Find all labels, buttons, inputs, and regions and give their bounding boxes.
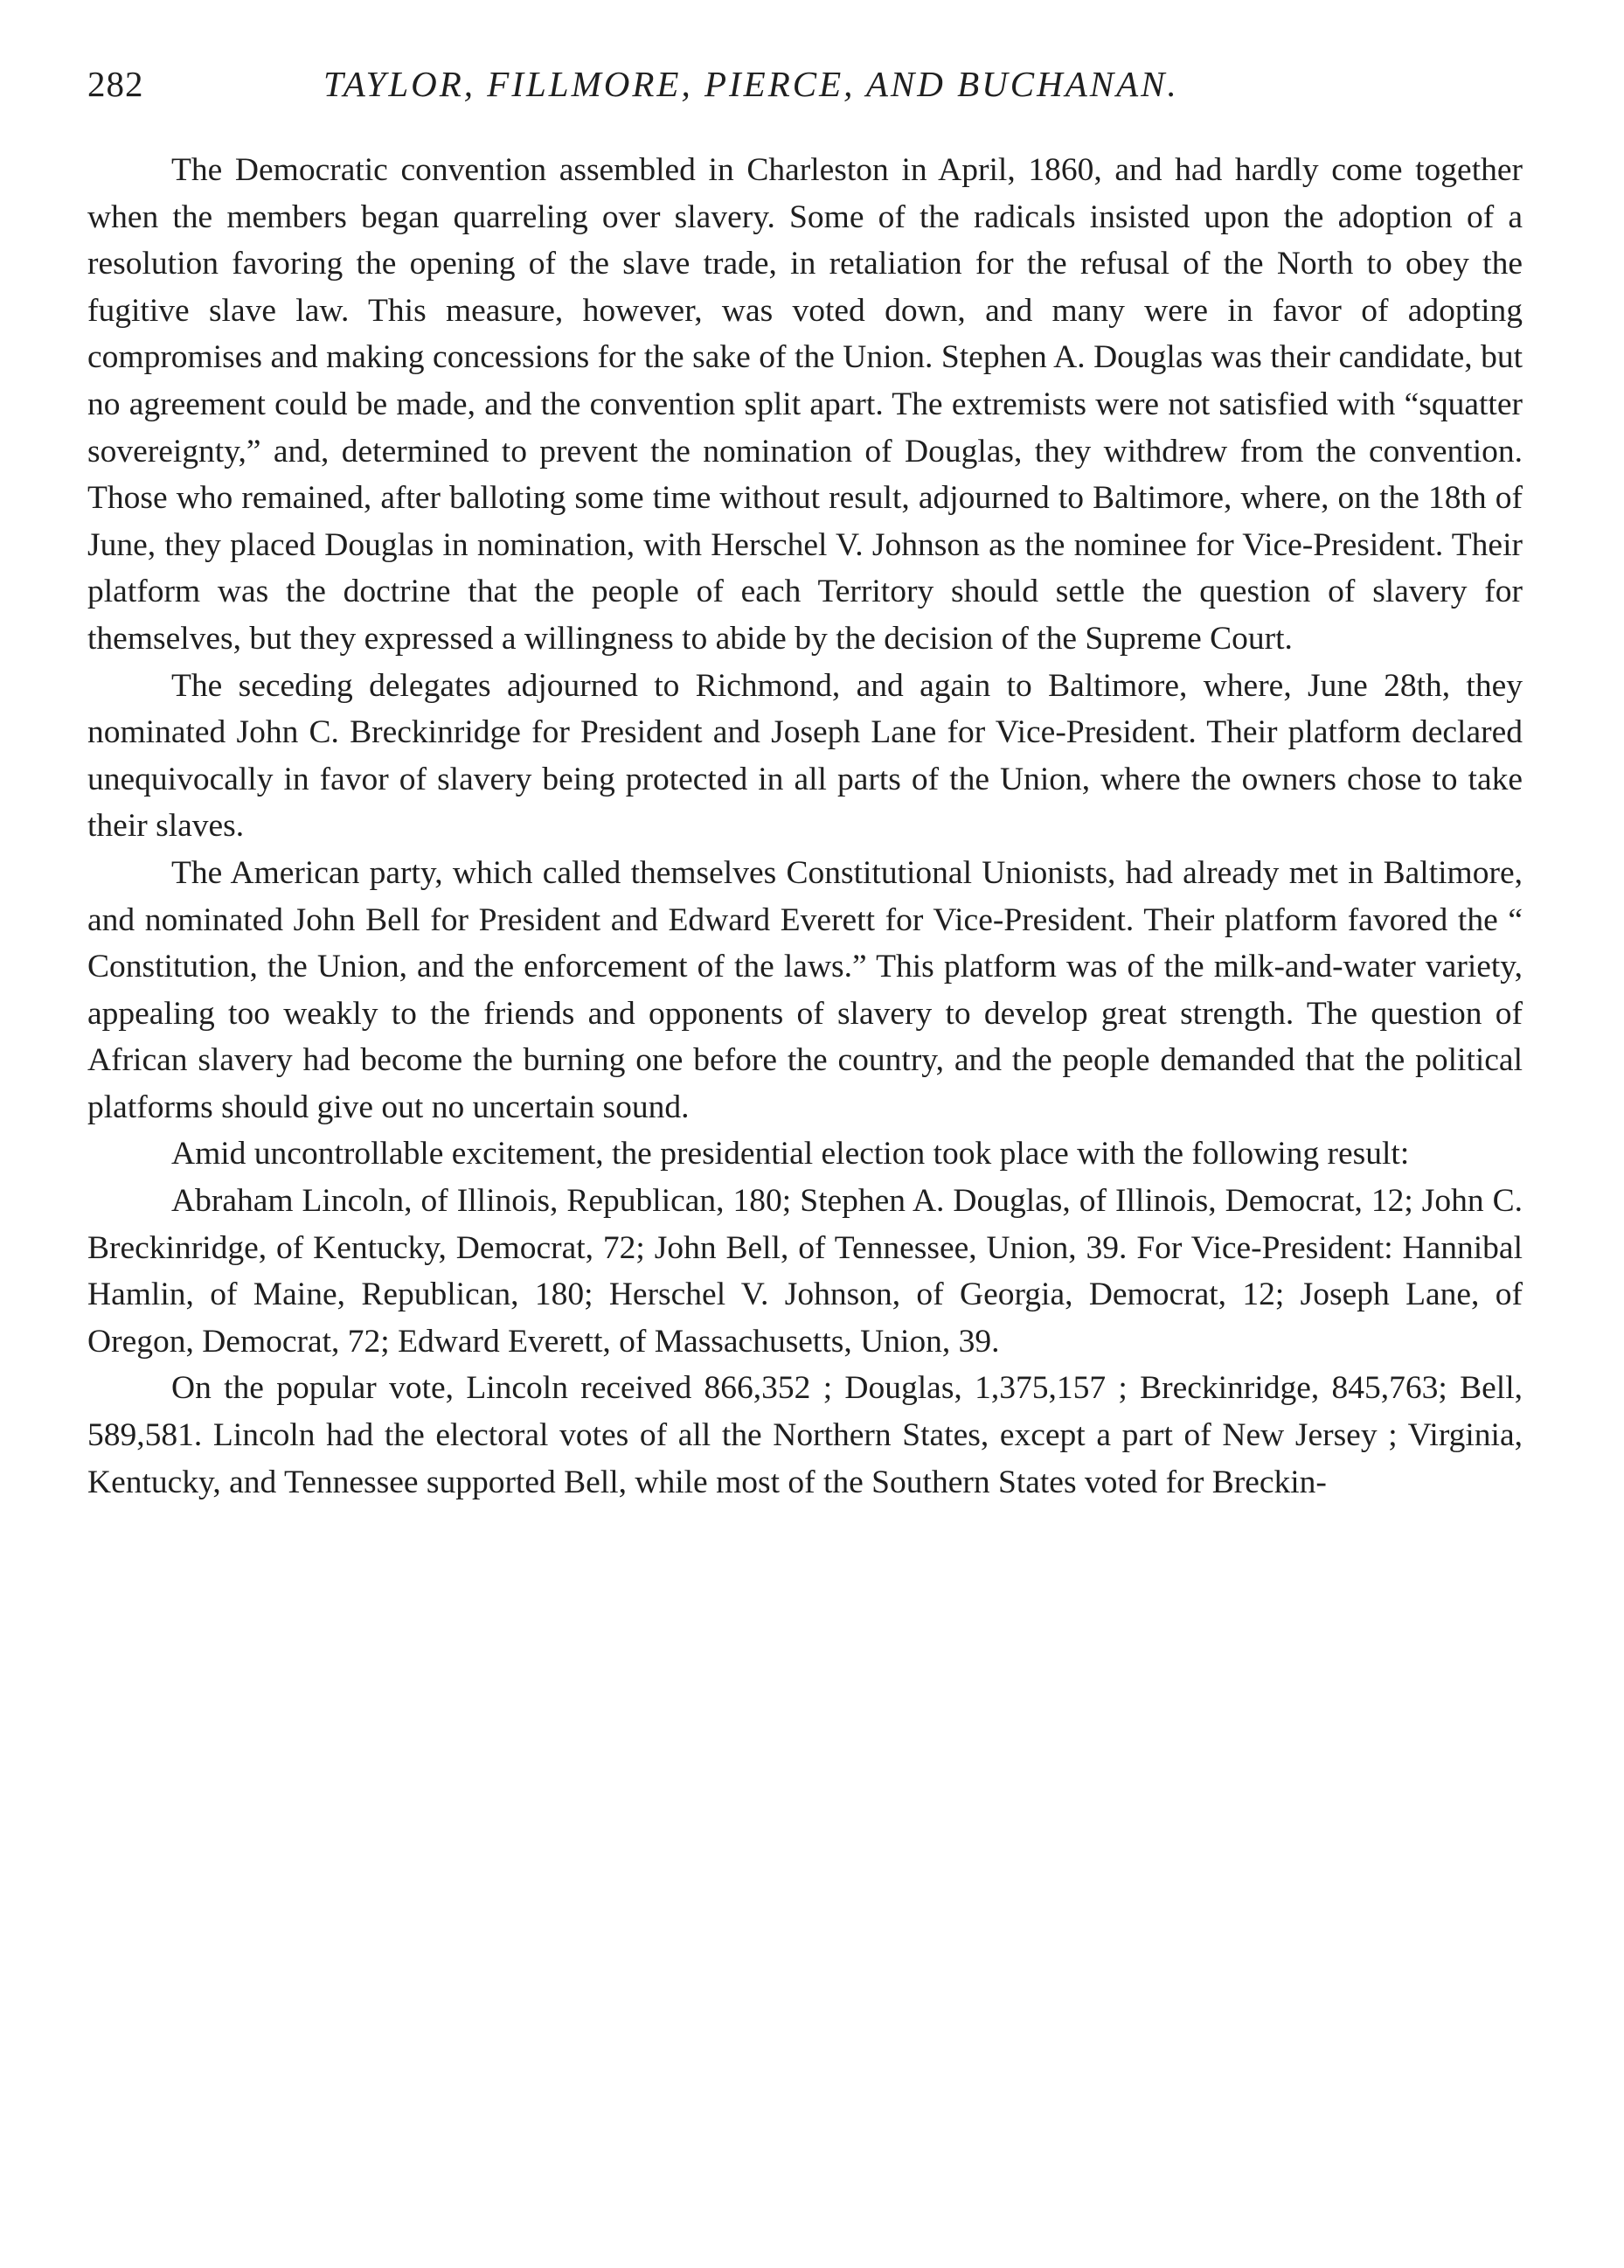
body-text (87, 147, 1523, 1506)
page-header (87, 63, 1538, 115)
paragraph-seceding-delegates: The seceding delegates adjourned to Richmond, and again to Baltimore, where, June 28th, they nominated John C. Breckinridge for President and Joseph Lane for Vice-President. Their platform declared unequivocally in favor of slavery being protected in all parts of the Union, where the owners chose to take their slaves. (87, 667, 1523, 845)
running-head: TAYLOR, FILLMORE, PIERCE, AND BUCHANAN. (323, 64, 1179, 104)
paragraph-democratic-convention: The Democratic convention assembled in Charleston in April, 1860, and had hardly come together when the members began quarreling over slavery. Some of the radicals insisted upon the adoption of a resolution favoring the opening of the slave trade, in retaliation for the refusal of the North to obey the fugitive slave law. This measure, however, was voted down, and many were in favor of adopting compromises and making concessions for the sake of the Union. Stephen A. Douglas was their candidate, but no agreement could be made, and the convention split apart. The extremists were not satisfied with “squatter sovereignty,” and, determined to prevent the nomination of Douglas, they withdrew from the convention. Those who remained, after balloting some time without result, adjourned to Baltimore, where, on the 18th of June, they placed Douglas in nomination, with Herschel V. Johnson as the nominee for Vice-President. Their platform was the doctrine that the people of each Territory should settle the question of slavery for themselves, but they expressed a willingness to abide by the decision of the Supreme Court. (87, 152, 1523, 657)
paragraph-electoral-results: Abraham Lincoln, of Illinois, Republican, 180; Stephen A. Douglas, of Illinois, Democrat, 12; John C. Breckinridge, of Kentucky, Democrat, 72; John Bell, of Tennessee, Union, 39. For Vice-President: Hannibal Hamlin, of Maine, Republican, 180; Herschel V. Johnson, of Georgia, Democrat, 12; Joseph Lane, of Oregon, Democrat, 72; Edward Everett, of Massachusetts, Union, 39. (87, 1183, 1523, 1360)
paragraph-american-party: The American party, which called themselves Constitutional Unionists, had already met in Baltimore, and nominated John Bell for President and Edward Everett for Vice-President. Their platform favored the “ Constitution, the Union, and the enforcement of the laws.” This platform was of the milk-and-water variety, appealing too weakly to the friends and opponents of slavery to develop great strength. The question of African slavery had become the burning one before the country, and the people demanded that the political platforms should give out no uncertain sound. (87, 854, 1523, 1125)
paragraph-election-intro: Amid uncontrollable excitement, the presidential election took place with the following result: (171, 1136, 1410, 1172)
paragraph-popular-vote: On the popular vote, Lincoln received 866,352 ; Douglas, 1,375,157 ; Breckinridge, 845,763; Bell, 589,581. Lincoln had the electoral votes of all the Northern States, except a part of New Jersey ; Virginia, Kentucky, and Tennessee supported Bell, while most of the Southern States voted for Breckin- (87, 1370, 1523, 1500)
page-number: 282 (87, 64, 144, 104)
